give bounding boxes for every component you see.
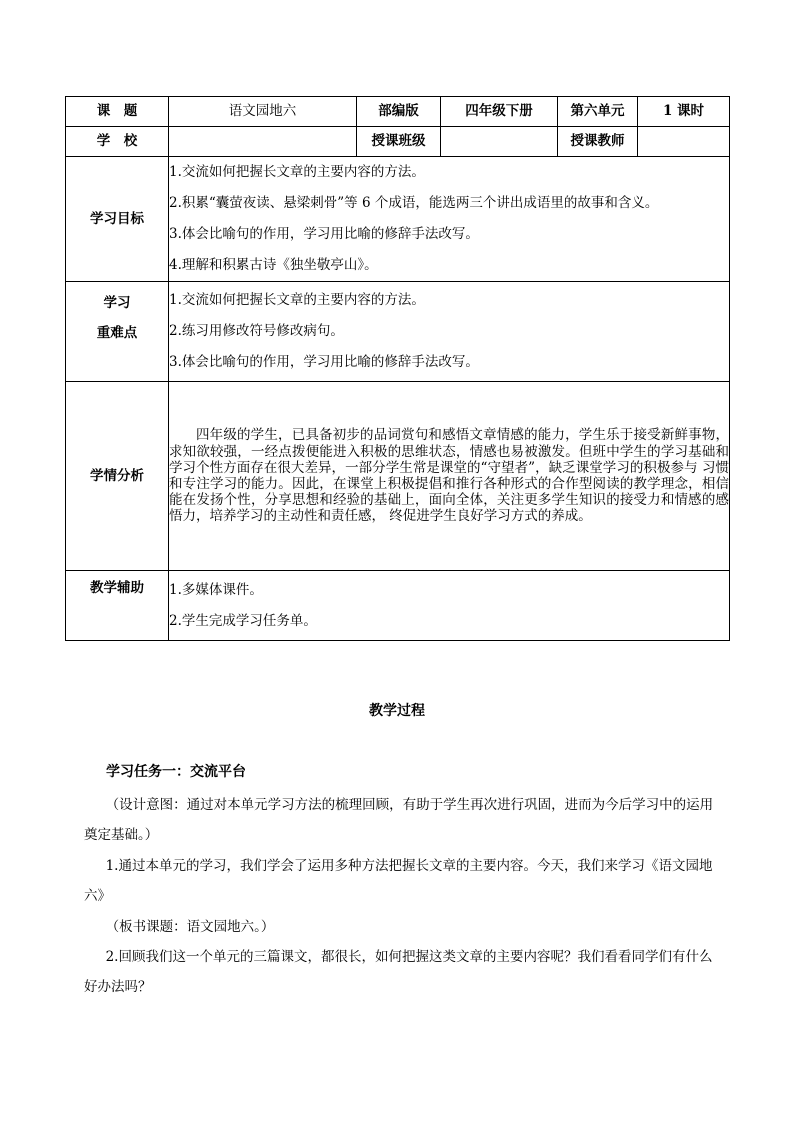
- key-point-item: 1.交流如何把握长文章的主要内容的方法。: [169, 292, 425, 308]
- label-analysis: 学情分析: [66, 382, 169, 571]
- key-points-row: [66, 282, 730, 382]
- grade-value: 四年级下册: [441, 97, 558, 127]
- teacher-value: [638, 127, 730, 157]
- hours-value: 1 课时: [638, 97, 730, 127]
- design-intent-text: （设计意图：通过对本单元学习方法的梳理回顾，有助于学生再次进行巩固，进而为今后学习中的运用奠定基础。）: [84, 797, 714, 843]
- key-point-item: 2.练习用修改符号修改病句。: [169, 323, 344, 339]
- school-row: [66, 127, 730, 157]
- analysis-row: [66, 382, 730, 571]
- goal-item: 1.交流如何把握长文章的主要内容的方法。: [169, 164, 425, 180]
- label-school: 学 校: [66, 127, 169, 157]
- analysis-content: [169, 382, 730, 571]
- goals-content: [169, 157, 730, 282]
- board-note: [84, 912, 724, 942]
- topic-value: 语文园地六: [169, 97, 357, 127]
- step1-text: 1.通过本单元的学习，我们学会了运用多种方法把握长文章的主要内容。今天，我们来学习《语文园地六》: [84, 858, 713, 904]
- label-key-points-line1: 学习: [103, 295, 131, 311]
- analysis-text: 四年级的学生，已具备初步的品词赏句和感悟文章情感的能力，学生乐于接受新鲜事物，求知欲较强，一经点拨便能进入积极的思维状态，情感也易被激发。但班中学生的学习基础和学习个性方面存在很大差异，一部分学生常是课堂的“守望者”，缺乏课堂学习的积极参与 习惯和专注学习的能力。因此，在课堂上积极提倡和推行各种形式的合作型阅读的教学理念，相信能在发扬个性，分享思想和经验的基础上，面向全体，关注更多学生知识的接受力和情感的感悟力，培养学习的主动性和责任感， 终促进学生良好学习方式的养成。: [169, 427, 729, 525]
- step1: [84, 851, 724, 911]
- label-topic: 课 题: [66, 97, 169, 127]
- aids-content: [169, 571, 730, 641]
- goal-item: 3.体会比喻句的作用，学习用比喻的修辞手法改写。: [169, 226, 479, 242]
- step2: [84, 942, 724, 1002]
- key-points-content: [169, 282, 730, 382]
- goal-item: 4.理解和积累古诗《独坐敬亭山》。: [169, 257, 378, 273]
- board-note-text: （板书课题：语文园地六。）: [105, 919, 275, 935]
- aid-item: 2.学生完成学习任务单。: [169, 613, 317, 629]
- goal-item: 2.积累“囊萤夜读、悬梁刺骨”等 6 个成语，能选两三个讲出成语里的故事和含义。: [169, 195, 659, 211]
- section-title: 教学过程: [369, 703, 425, 719]
- aid-item: 1.多媒体课件。: [169, 582, 263, 598]
- lesson-plan-table: [65, 96, 730, 641]
- class-value: [441, 127, 558, 157]
- label-key-points: [66, 282, 169, 382]
- header-row: [66, 97, 730, 127]
- key-point-item: 3.体会比喻句的作用，学习用比喻的修辞手法改写。: [169, 354, 479, 370]
- label-goals: 学习目标: [66, 157, 169, 282]
- school-value: [169, 127, 357, 157]
- unit-value: 第六单元: [558, 97, 638, 127]
- edition-value: 部编版: [357, 97, 441, 127]
- goals-row: [66, 157, 730, 282]
- aids-row: [66, 571, 730, 641]
- label-class: 授课班级: [357, 127, 441, 157]
- label-aids: 教学辅助: [66, 571, 169, 641]
- task1-title: 学习任务一：交流平台: [106, 764, 246, 780]
- step2-text: 2.回顾我们这一个单元的三篇课文，都很长，如何把握这类文章的主要内容呢？我们看看同学们有什么好办法吗？: [84, 949, 713, 995]
- label-key-points-line2: 重难点: [96, 325, 138, 341]
- design-intent: [84, 790, 724, 850]
- label-teacher: 授课教师: [558, 127, 638, 157]
